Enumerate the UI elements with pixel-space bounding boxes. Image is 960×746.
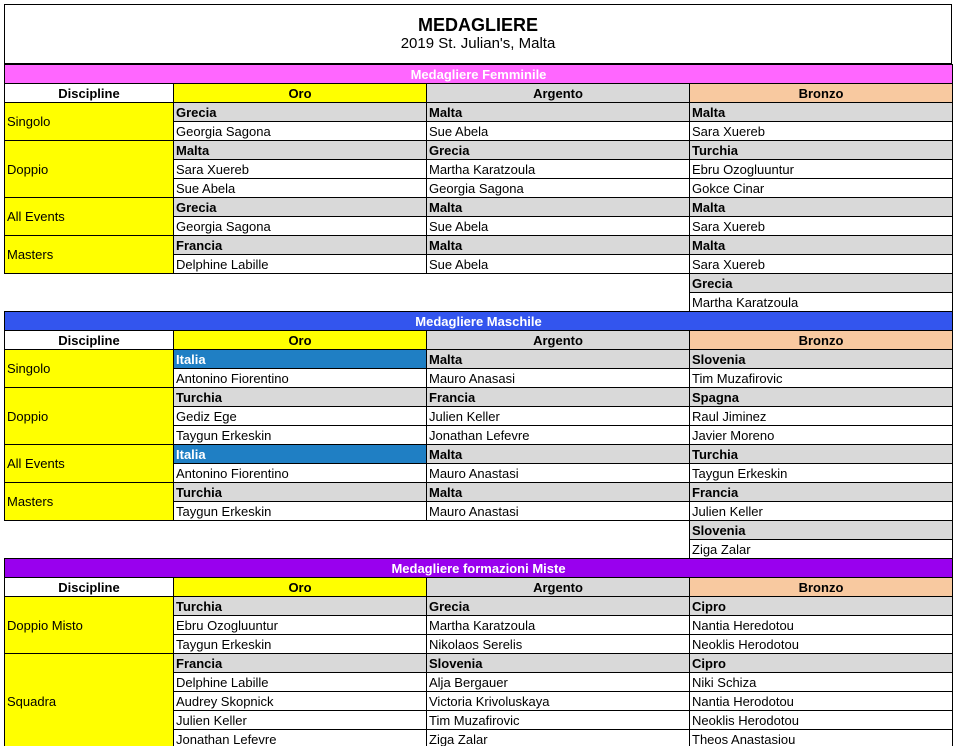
athlete-cell: Gokce Cinar: [690, 179, 953, 198]
athlete-cell: Tim Muzafirovic: [427, 711, 690, 730]
athlete-cell: Nantia Heredotou: [690, 616, 953, 635]
nation-cell: Cipro: [690, 654, 953, 673]
header-oro: Oro: [174, 331, 427, 350]
nation-cell: Malta: [427, 483, 690, 502]
athlete-cell: Sara Xuereb: [690, 255, 953, 274]
athlete-cell: Neoklis Herodotou: [690, 635, 953, 654]
header-bronzo: Bronzo: [690, 331, 953, 350]
athlete-cell: Neoklis Herodotou: [690, 711, 953, 730]
athlete-cell: Mauro Anasasi: [427, 369, 690, 388]
discipline-label: All Events: [5, 445, 174, 483]
athlete-cell: Nantia Herodotou: [690, 692, 953, 711]
athlete-cell: Nikolaos Serelis: [427, 635, 690, 654]
athlete-cell: Georgia Sagona: [174, 122, 427, 141]
athlete-cell: Taygun Erkeskin: [174, 502, 427, 521]
nation-cell: Spagna: [690, 388, 953, 407]
athlete-cell: Taygun Erkeskin: [174, 426, 427, 445]
nation-cell-highlight: Italia: [174, 445, 427, 464]
nation-cell: Malta: [427, 236, 690, 255]
athlete-cell: Ebru Ozogluuntur: [174, 616, 427, 635]
header-argento: Argento: [427, 331, 690, 350]
athlete-cell: Georgia Sagona: [427, 179, 690, 198]
athlete-cell: Ziga Zalar: [427, 730, 690, 746]
nation-cell: Malta: [427, 445, 690, 464]
athlete-cell: Audrey Skopnick: [174, 692, 427, 711]
athlete-cell: Alja Bergauer: [427, 673, 690, 692]
athlete-cell: Julien Keller: [690, 502, 953, 521]
nation-cell: Malta: [690, 236, 953, 255]
discipline-label: Doppio Misto: [5, 597, 174, 654]
athlete-cell: Martha Karatzoula: [427, 616, 690, 635]
nation-cell: Malta: [174, 141, 427, 160]
athlete-cell: Antonino Fiorentino: [174, 369, 427, 388]
nation-cell: Turchia: [174, 388, 427, 407]
athlete-cell: Sara Xuereb: [174, 160, 427, 179]
discipline-label: Squadra: [5, 654, 174, 746]
athlete-cell: Sue Abela: [427, 122, 690, 141]
discipline-label: Singolo: [5, 103, 174, 141]
nation-cell: Malta: [427, 350, 690, 369]
athlete-cell: Jonathan Lefevre: [427, 426, 690, 445]
athlete-cell: Sara Xuereb: [690, 217, 953, 236]
section-maschile: Medagliere Maschile: [5, 312, 953, 331]
title-box: [4, 4, 952, 64]
nation-cell: Slovenia: [690, 521, 953, 540]
nation-cell: Malta: [690, 103, 953, 122]
header-oro: Oro: [174, 84, 427, 103]
nation-cell: Cipro: [690, 597, 953, 616]
athlete-cell: Taygun Erkeskin: [174, 635, 427, 654]
athlete-cell: Delphine Labille: [174, 673, 427, 692]
header-bronzo: Bronzo: [690, 84, 953, 103]
nation-cell: Francia: [174, 654, 427, 673]
section-miste: Medagliere formazioni Miste: [5, 559, 953, 578]
header-oro: Oro: [174, 578, 427, 597]
nation-cell: Grecia: [690, 274, 953, 293]
nation-cell: Turchia: [174, 483, 427, 502]
athlete-cell: Raul Jiminez: [690, 407, 953, 426]
athlete-cell: Sue Abela: [427, 255, 690, 274]
header-bronzo: Bronzo: [690, 578, 953, 597]
nation-cell: Francia: [427, 388, 690, 407]
header-discipline: Discipline: [5, 578, 174, 597]
nation-cell: Turchia: [690, 141, 953, 160]
medal-table-sheet: [4, 4, 952, 746]
athlete-cell: Sara Xuereb: [690, 122, 953, 141]
discipline-label: Doppio: [5, 141, 174, 198]
athlete-cell: Julien Keller: [427, 407, 690, 426]
discipline-label: Masters: [5, 236, 174, 274]
header-discipline: Discipline: [5, 331, 174, 350]
athlete-cell: Ziga Zalar: [690, 540, 953, 559]
athlete-cell: Georgia Sagona: [174, 217, 427, 236]
athlete-cell: Julien Keller: [174, 711, 427, 730]
page-subtitle: 2019 St. Julian's, Malta: [400, 35, 556, 52]
athlete-cell: Taygun Erkeskin: [690, 464, 953, 483]
discipline-label: Masters: [5, 483, 174, 521]
nation-cell: Slovenia: [427, 654, 690, 673]
athlete-cell: Martha Karatzoula: [690, 293, 953, 312]
header-argento: Argento: [427, 578, 690, 597]
header-argento: Argento: [427, 84, 690, 103]
athlete-cell: Ebru Ozogluuntur: [690, 160, 953, 179]
nation-cell: Grecia: [427, 597, 690, 616]
athlete-cell: Antonino Fiorentino: [174, 464, 427, 483]
athlete-cell: Mauro Anastasi: [427, 464, 690, 483]
nation-cell: Grecia: [174, 198, 427, 217]
nation-cell-highlight: Italia: [174, 350, 427, 369]
section-femminile: Medagliere Femminile: [5, 65, 953, 84]
page-title: MEDAGLIERE: [417, 15, 538, 35]
nation-cell: Malta: [690, 198, 953, 217]
nation-cell: Grecia: [427, 141, 690, 160]
athlete-cell: Theos Anastasiou: [690, 730, 953, 746]
nation-cell: Malta: [427, 198, 690, 217]
athlete-cell: Jonathan Lefevre: [174, 730, 427, 746]
discipline-label: Singolo: [5, 350, 174, 388]
athlete-cell: Mauro Anastasi: [427, 502, 690, 521]
nation-cell: Turchia: [690, 445, 953, 464]
nation-cell: Grecia: [174, 103, 427, 122]
athlete-cell: Javier Moreno: [690, 426, 953, 445]
discipline-label: Doppio: [5, 388, 174, 445]
athlete-cell: Niki Schiza: [690, 673, 953, 692]
header-discipline: Discipline: [5, 84, 174, 103]
athlete-cell: Sue Abela: [427, 217, 690, 236]
nation-cell: Turchia: [174, 597, 427, 616]
nation-cell: Malta: [427, 103, 690, 122]
athlete-cell: Sue Abela: [174, 179, 427, 198]
nation-cell: Francia: [690, 483, 953, 502]
athlete-cell: Delphine Labille: [174, 255, 427, 274]
athlete-cell: Gediz Ege: [174, 407, 427, 426]
athlete-cell: Victoria Krivoluskaya: [427, 692, 690, 711]
nation-cell: Slovenia: [690, 350, 953, 369]
athlete-cell: Martha Karatzoula: [427, 160, 690, 179]
athlete-cell: Tim Muzafirovic: [690, 369, 953, 388]
nation-cell: Francia: [174, 236, 427, 255]
discipline-label: All Events: [5, 198, 174, 236]
medal-table: [4, 64, 953, 746]
